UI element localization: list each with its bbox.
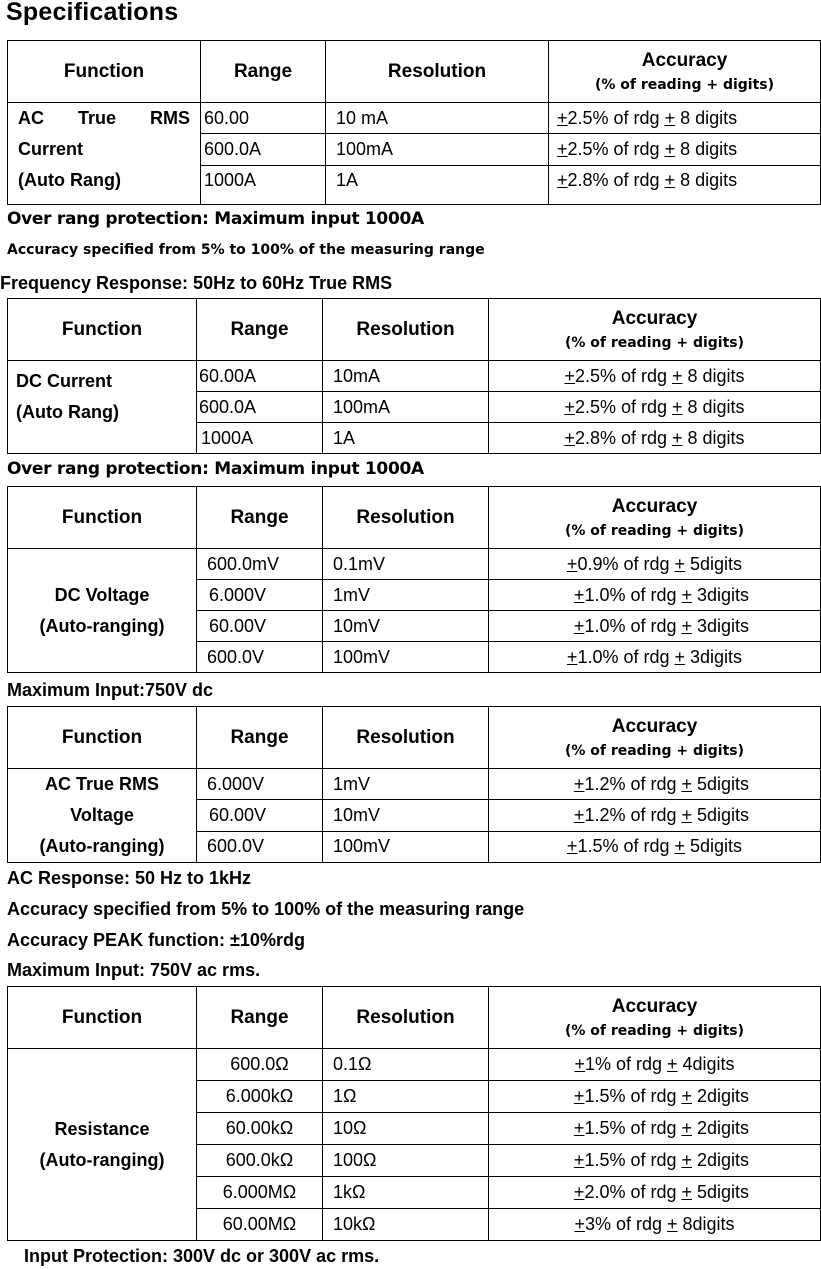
range-cell: 6.000V xyxy=(197,769,323,800)
resolution-cell: 10Ω xyxy=(323,1113,489,1145)
accuracy-cell: +1.2% of rdg + 5digits xyxy=(489,769,821,800)
dc-current-table xyxy=(7,298,821,454)
resolution-cell: 100mA xyxy=(323,392,489,423)
function-line-1: DC Voltage xyxy=(54,584,150,605)
accuracy-cell: +0.9% of rdg + 5digits xyxy=(489,549,821,580)
function-word: True xyxy=(77,108,116,128)
table-header-row xyxy=(8,707,821,769)
accuracy-cell: +2.5% of rdg + 8 digits xyxy=(549,134,821,165)
resolution-cell: 1Ω xyxy=(323,1081,489,1113)
header-range: Range xyxy=(197,707,323,769)
range-cell: 60.00A xyxy=(197,361,323,392)
accuracy-spec-note: Accuracy specified from 5% to 100% of the measuring range xyxy=(7,242,485,258)
input-protection-note: Input Protection: 300V dc or 300V ac rms. xyxy=(24,1246,380,1266)
accuracy-cell: +1.5% of rdg + 5digits xyxy=(489,831,821,862)
ac-voltage-table xyxy=(7,706,821,863)
header-function: Function xyxy=(8,299,197,361)
range-cell: 60.00kΩ xyxy=(197,1113,323,1145)
function-line-3: (Auto-ranging) xyxy=(39,836,165,856)
resolution-cell: 0.1mV xyxy=(323,549,489,580)
resolution-cell: 100mV xyxy=(323,831,489,862)
header-accuracy-sub: (% of reading + digits) xyxy=(594,76,775,93)
header-accuracy-label: Accuracy xyxy=(611,308,698,330)
header-accuracy-sub: (% of reading + digits) xyxy=(564,334,745,351)
function-line-1: AC True RMS xyxy=(44,774,159,794)
function-line-2: (Auto-ranging) xyxy=(39,1149,165,1170)
frequency-response-note: Frequency Response: 50Hz to 60Hz True RMS xyxy=(0,273,393,293)
header-resolution: Resolution xyxy=(323,707,489,769)
resolution-cell: 0.1Ω xyxy=(323,1049,489,1081)
resolution-cell: 100mV xyxy=(323,642,489,673)
resolution-cell: 10 mA xyxy=(326,103,549,134)
accuracy-cell: +2.0% of rdg + 5digits xyxy=(489,1177,821,1209)
range-cell: 60.00V xyxy=(197,611,323,642)
table-header-row xyxy=(8,299,821,361)
accuracy-cell: +1.0% of rdg + 3digits xyxy=(489,611,821,642)
resolution-cell: 10mV xyxy=(323,611,489,642)
range-cell: 600.0mV xyxy=(197,549,323,580)
header-range: Range xyxy=(197,987,323,1049)
header-accuracy-label: Accuracy xyxy=(611,496,698,518)
range-cell: 6.000V xyxy=(197,580,323,611)
over-range-note: Over rang protection: Maximum input 1000A xyxy=(7,209,424,229)
function-cell xyxy=(8,361,197,454)
function-line-2: (Auto Rang) xyxy=(16,402,119,422)
range-cell: 600.0Ω xyxy=(197,1049,323,1081)
accuracy-cell: +2.5% of rdg + 8 digits xyxy=(549,103,821,134)
function-line-1 xyxy=(18,103,190,134)
table-row xyxy=(8,361,821,392)
accuracy-cell: +1.5% of rdg + 2digits xyxy=(489,1113,821,1145)
header-accuracy xyxy=(489,487,821,549)
range-cell: 60.00 xyxy=(201,103,326,134)
ac-current-table xyxy=(7,40,821,205)
header-accuracy xyxy=(489,987,821,1049)
header-accuracy-label: Accuracy xyxy=(611,996,698,1018)
range-cell: 600.0A xyxy=(197,392,323,423)
table-row xyxy=(8,549,821,580)
resolution-cell: 1kΩ xyxy=(323,1177,489,1209)
table-row xyxy=(8,769,821,800)
range-cell: 600.0V xyxy=(197,642,323,673)
accuracy-cell: +2.5% of rdg + 8 digits xyxy=(489,361,821,392)
header-resolution: Resolution xyxy=(323,987,489,1049)
function-word: RMS xyxy=(149,108,190,128)
resolution-cell: 10kΩ xyxy=(323,1209,489,1241)
function-line-2: Voltage xyxy=(70,805,134,825)
function-cell xyxy=(8,103,201,205)
accuracy-cell: +1.2% of rdg + 5digits xyxy=(489,800,821,831)
header-function: Function xyxy=(8,41,201,103)
peak-function-note: Accuracy PEAK function: ±10%rdg xyxy=(7,930,305,950)
range-cell: 600.0V xyxy=(197,831,323,862)
range-cell: 60.00V xyxy=(197,800,323,831)
accuracy-cell: +2.8% of rdg + 8 digits xyxy=(489,423,821,454)
header-resolution: Resolution xyxy=(323,487,489,549)
header-function: Function xyxy=(8,487,197,549)
range-cell: 60.00MΩ xyxy=(197,1209,323,1241)
header-accuracy xyxy=(489,299,821,361)
max-input-note: Maximum Input:750V dc xyxy=(7,680,214,700)
resolution-cell: 100mA xyxy=(326,134,549,165)
resolution-cell: 10mA xyxy=(323,361,489,392)
ac-response-note: AC Response: 50 Hz to 1kHz xyxy=(7,868,252,888)
accuracy-cell: +1% of rdg + 4digits xyxy=(489,1049,821,1081)
header-function: Function xyxy=(8,707,197,769)
accuracy-spec-note: Accuracy specified from 5% to 100% of the measuring range xyxy=(7,899,525,919)
header-accuracy xyxy=(489,707,821,769)
range-cell: 600.0A xyxy=(201,134,326,165)
header-accuracy-sub: (% of reading + digits) xyxy=(564,742,745,759)
header-function: Function xyxy=(8,987,197,1049)
header-accuracy-label: Accuracy xyxy=(641,50,728,72)
function-line-2: Current xyxy=(18,139,84,159)
page-title: Specifications xyxy=(6,0,179,26)
resolution-cell: 1A xyxy=(323,423,489,454)
range-cell: 6.000kΩ xyxy=(197,1081,323,1113)
table-header-row xyxy=(8,987,821,1049)
range-cell: 1000A xyxy=(197,423,323,454)
accuracy-cell: +1.0% of rdg + 3digits xyxy=(489,642,821,673)
function-line-1: DC Current xyxy=(16,371,113,391)
dc-voltage-table xyxy=(7,486,821,673)
resistance-table xyxy=(7,986,821,1241)
header-accuracy-label: Accuracy xyxy=(611,716,698,738)
table-row xyxy=(8,103,821,134)
function-line-3: (Auto Rang) xyxy=(18,170,121,190)
function-line-1: Resistance xyxy=(54,1118,150,1139)
header-resolution: Resolution xyxy=(326,41,549,103)
function-word: AC xyxy=(18,108,44,128)
range-cell: 1000A xyxy=(201,165,326,204)
accuracy-cell: +1.5% of rdg + 2digits xyxy=(489,1081,821,1113)
table-header-row xyxy=(8,487,821,549)
header-range: Range xyxy=(201,41,326,103)
accuracy-cell: +1.0% of rdg + 3digits xyxy=(489,580,821,611)
header-range: Range xyxy=(197,299,323,361)
accuracy-cell: +3% of rdg + 8digits xyxy=(489,1209,821,1241)
function-cell xyxy=(8,769,197,863)
header-resolution: Resolution xyxy=(323,299,489,361)
header-accuracy xyxy=(549,41,821,103)
header-accuracy-sub: (% of reading + digits) xyxy=(564,1022,745,1039)
resolution-cell: 1mV xyxy=(323,580,489,611)
range-cell: 6.000MΩ xyxy=(197,1177,323,1209)
range-cell: 600.0kΩ xyxy=(197,1145,323,1177)
max-input-note: Maximum Input: 750V ac rms. xyxy=(7,960,261,980)
function-cell xyxy=(8,549,197,673)
accuracy-cell: +2.5% of rdg + 8 digits xyxy=(489,392,821,423)
over-range-note: Over rang protection: Maximum input 1000A xyxy=(7,459,424,479)
accuracy-cell: +1.5% of rdg + 2digits xyxy=(489,1145,821,1177)
header-accuracy-sub: (% of reading + digits) xyxy=(564,522,745,539)
table-header-row xyxy=(8,41,821,103)
resolution-cell: 10mV xyxy=(323,800,489,831)
accuracy-cell: +2.8% of rdg + 8 digits xyxy=(549,165,821,204)
table-row xyxy=(8,1049,821,1081)
resolution-cell: 1A xyxy=(326,165,549,204)
function-cell xyxy=(8,1049,197,1241)
resolution-cell: 100Ω xyxy=(323,1145,489,1177)
header-range: Range xyxy=(197,487,323,549)
resolution-cell: 1mV xyxy=(323,769,489,800)
function-line-2: (Auto-ranging) xyxy=(39,615,165,636)
